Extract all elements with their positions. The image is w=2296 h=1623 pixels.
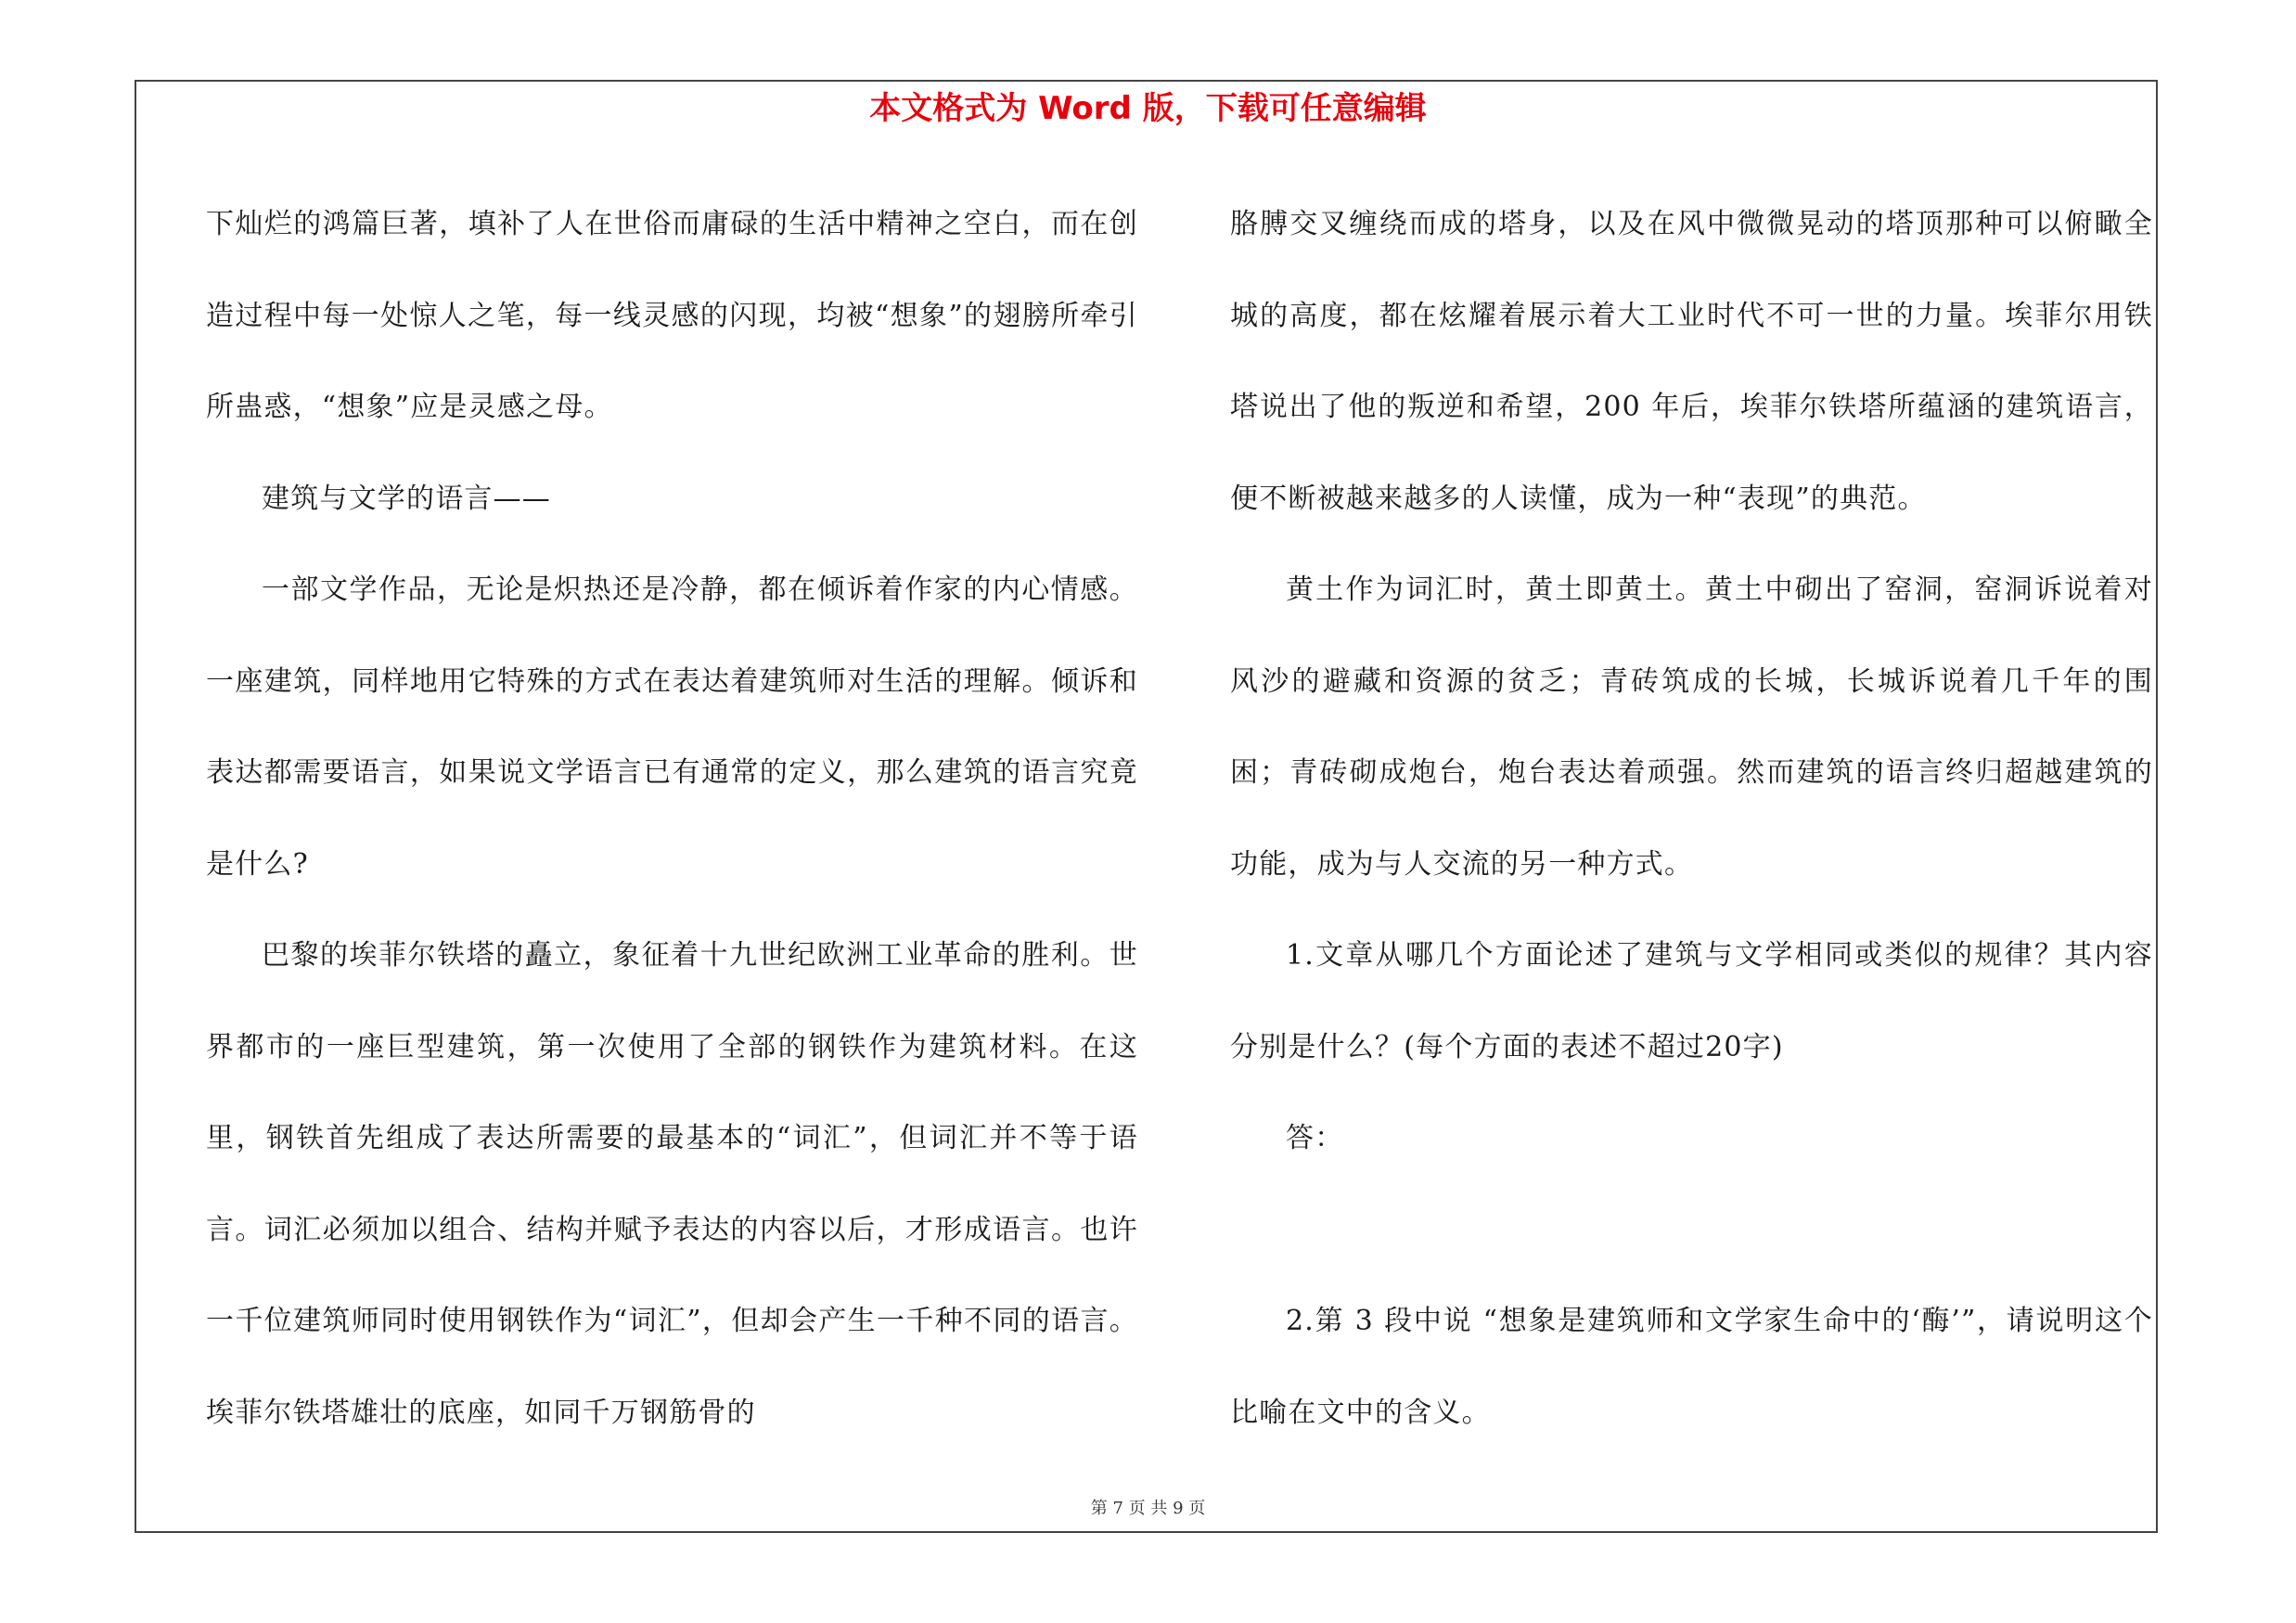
left-text-column: [206, 179, 1138, 1459]
answer-label: 答：: [1286, 1122, 1344, 1154]
answer-space: [1230, 1185, 2153, 1277]
format-notice-banner: 本文格式为 Word 版，下载可任意编辑: [869, 90, 1427, 127]
paragraph: 下灿烂的鸿篇巨著，填补了人在世俗而庸碌的生活中精神之空白，而在创造过程中每一处惊人之笔，每一线灵感的闪现，均被“想象”的翅膀所牵引所蛊惑，“想象”应是灵感之母。: [206, 208, 1138, 423]
right-text-column: [1230, 179, 2153, 1459]
section-heading: 建筑与文学的语言——: [262, 482, 551, 515]
paragraph: 黄土作为词汇时，黄土即黄土。黄土中砌出了窑洞，窑洞诉说着对风沙的避藏和资源的贫乏；青砖筑成的长城，长城诉说着几千年的围困；青砖砌成炮台，炮台表达着顽强。然而建筑的语言终归超越建筑的功能，成为与人交流的另一种方式。: [1230, 573, 2153, 881]
paragraph: 巴黎的埃菲尔铁塔的矗立，象征着十九世纪欧洲工业革命的胜利。世界都市的一座巨型建筑，第一次使用了全部的钢铁作为建筑材料。在这里，钢铁首先组成了表达所需要的最基本的“词汇”，但词汇并不等于语言。词汇必须加以组合、结构并赋予表达的内容以后，才形成语言。也许一千位建筑师同时使用钢铁作为“词汇”，但却会产生一千种不同的语言。埃菲尔铁塔雄壮的底座，如同千万钢筋骨的: [206, 939, 1138, 1429]
paragraph: 胳膊交叉缠绕而成的塔身，以及在风中微微晃动的塔顶那种可以俯瞰全城的高度，都在炫耀着展示着大工业时代不可一世的力量。埃菲尔用铁塔说出了他的叛逆和希望，200 年后，埃菲尔铁塔所蕴涵的建筑语言，便不断被越来越多的人读懂，成为一种“表现”的典范。: [1230, 208, 2153, 515]
question-2: 2.第 3 段中说 “想象是建筑师和文学家生命中的‘酶’”，请说明这个比喻在文中的含义。: [1230, 1305, 2153, 1429]
question-1: 1.文章从哪几个方面论述了建筑与文学相同或类似的规律？其内容分别是什么？(每个方面的表述不超过20字): [1230, 939, 2153, 1063]
page-number-footer: 第 7 页 共 9 页: [1090, 1499, 1206, 1518]
paragraph: 一部文学作品，无论是炽热还是冷静，都在倾诉着作家的内心情感。一座建筑，同样地用它特殊的方式在表达着建筑师对生活的理解。倾诉和表达都需要语言，如果说文学语言已有通常的定义，那么建筑的语言究竟是什么?: [206, 573, 1138, 881]
